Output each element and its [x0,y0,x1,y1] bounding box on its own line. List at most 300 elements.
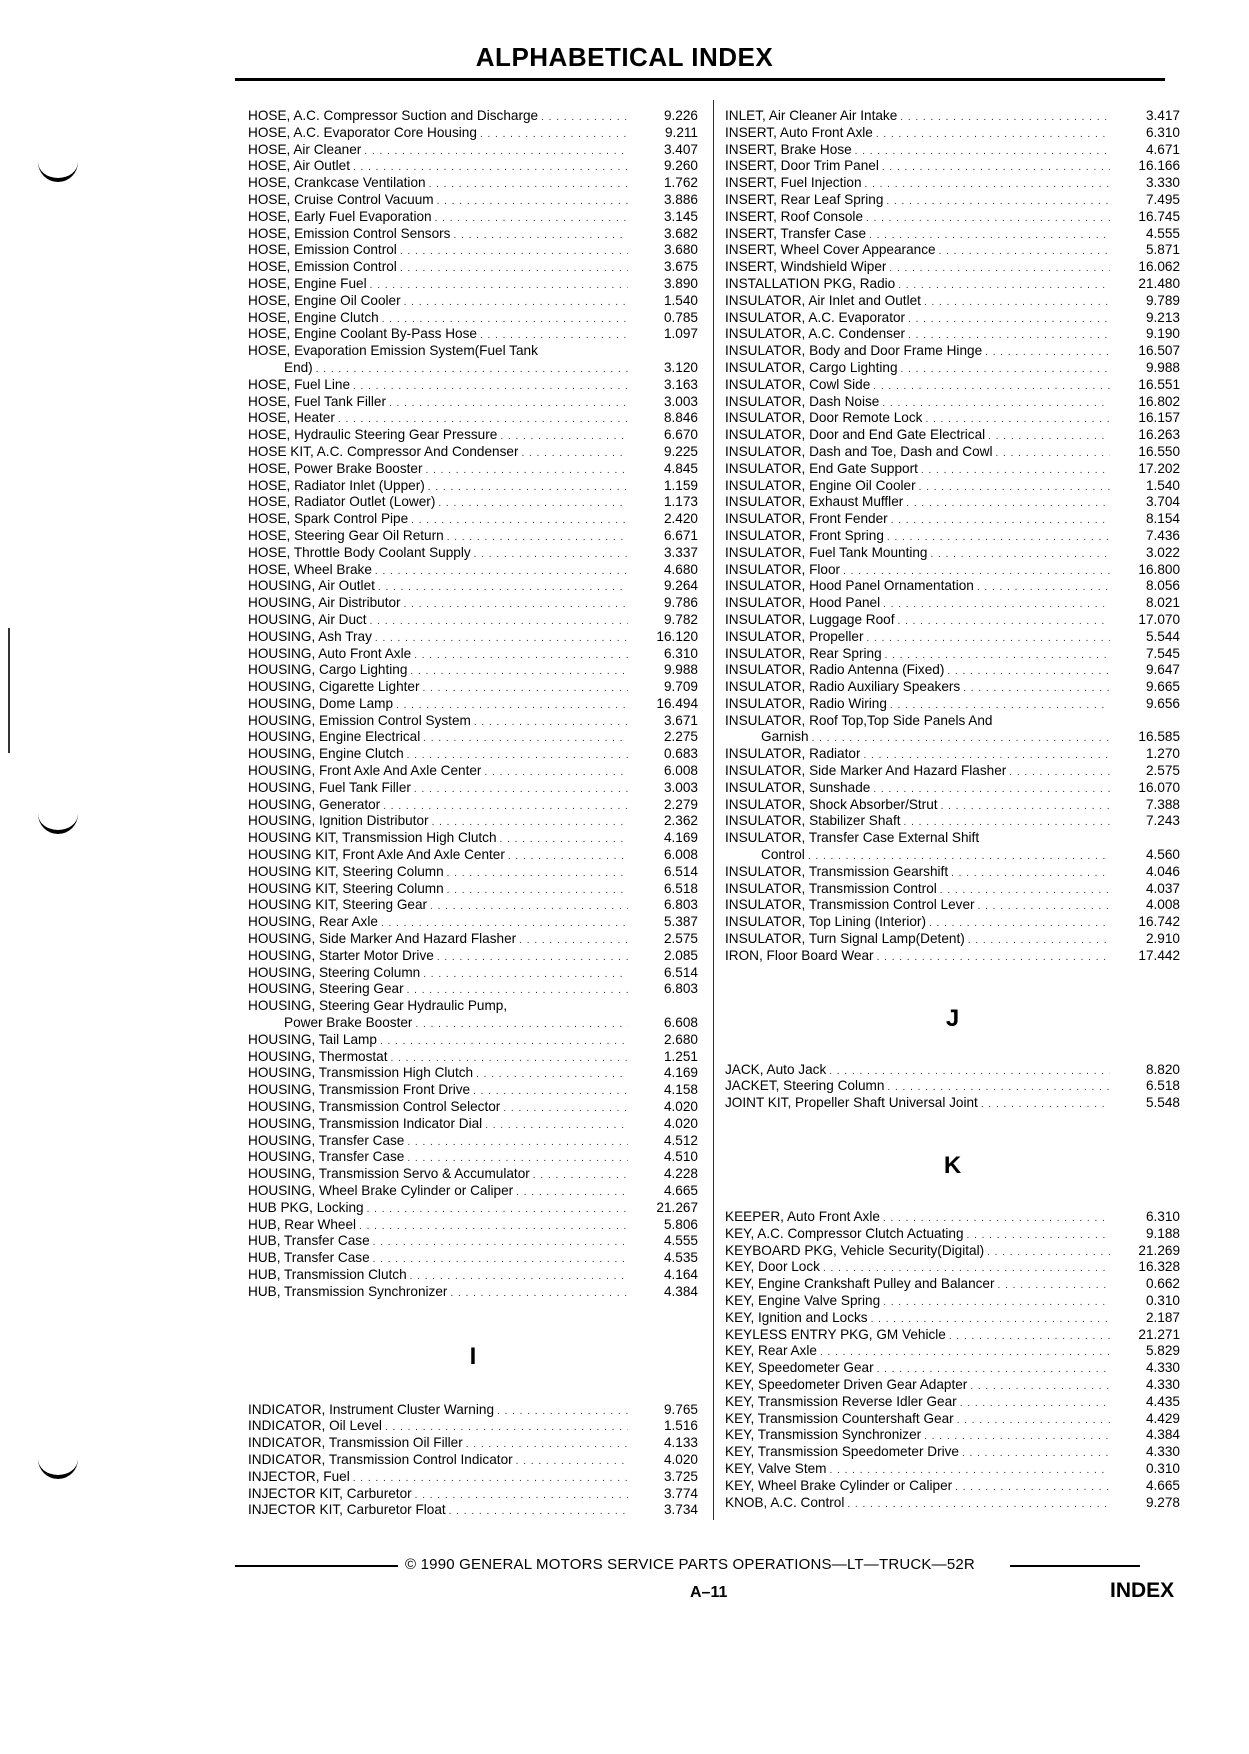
index-entry [248,175,698,192]
entry-label: HOSE, Radiator Outlet (Lower) [248,494,436,510]
entry-label: KEY, Door Lock [725,1259,820,1275]
index-entry [725,226,1180,243]
dot-leader [865,175,1110,192]
entry-label: KEYBOARD PKG, Vehicle Security(Digital) [725,1242,985,1258]
entry-page-ref: 3.145 [663,208,698,224]
entry-label: INSULATOR, Front Fender [725,511,888,527]
dot-leader [400,242,628,259]
dot-leader [375,629,628,646]
index-entry [248,797,698,814]
index-entry [248,1149,698,1166]
entry-label: HOUSING, Front Axle And Axle Center [248,763,482,779]
entry-page-ref: 4.512 [663,1132,698,1148]
entry-label: INDICATOR, Transmission Oil Filler [248,1435,463,1451]
entry-label: HOUSING, Steering Column [248,964,421,980]
entry-label: HUB, Transfer Case [248,1250,370,1266]
entry-page-ref: 1.159 [663,477,698,493]
index-entry [725,444,1180,461]
entry-label: HOUSING, Cargo Lighting [248,662,408,678]
entry-page-ref: 8.846 [663,410,698,426]
entry-page-ref: 17.070 [1138,611,1180,627]
entry-page-ref: 2.275 [663,729,698,745]
index-entry [725,394,1180,411]
entry-label: KEY, Transmission Speedometer Drive [725,1444,959,1460]
index-entry [725,1209,1180,1226]
dot-leader [484,763,628,780]
entry-page-ref: 2.910 [1145,931,1180,947]
dot-leader [447,864,628,881]
dot-leader [904,813,1110,830]
entry-label: KEY, Speedometer Gear [725,1360,874,1376]
entry-page-ref: 6.310 [1145,1209,1180,1225]
entry-page-ref: 8.820 [1145,1061,1180,1077]
index-entry [725,310,1180,327]
dot-leader [847,1495,1110,1512]
section-letter: I [469,1342,477,1370]
entry-label: HUB PKG, Locking [248,1199,364,1215]
index-entry [248,948,698,965]
entry-page-ref: 4.560 [1145,847,1180,863]
dot-leader [353,1469,628,1486]
entry-page-ref: 1.097 [663,326,698,342]
entry-page-ref: 6.518 [1145,1078,1180,1094]
entry-label: Power Brake Booster [284,1015,413,1031]
entry-label: HOSE, Throttle Body Coolant Supply [248,544,471,560]
entry-page-ref: 3.675 [663,259,698,275]
entry-page-ref: 2.575 [663,931,698,947]
index-entry [725,1078,1180,1095]
entry-label: INSULATOR, Door Remote Lock [725,410,923,426]
index-entry [725,629,1180,646]
entry-label: HOSE, Cruise Control Vacuum [248,191,434,207]
entry-label: HOSE, Evaporation Emission System(Fuel Tank [248,343,538,359]
entry-page-ref: 16.507 [1138,343,1180,359]
entry-page-ref: 9.709 [663,679,698,695]
dot-leader [497,1402,628,1419]
entry-page-ref: 6.518 [663,880,698,896]
entry-page-ref: 4.330 [1145,1377,1180,1392]
dot-leader [873,377,1110,394]
entry-label: HOSE, Power Brake Booster [248,460,423,476]
dot-leader [882,158,1110,175]
index-entry [725,158,1180,175]
entry-page-ref: 6.514 [663,964,698,980]
entry-page-ref: 6.803 [663,981,698,997]
entry-label: INDICATOR, Transmission Control Indicator [248,1451,513,1467]
dot-leader [428,478,628,495]
dot-leader [987,1243,1110,1260]
entry-label: INSULATOR, Transmission Control [725,880,937,896]
entry-label: HOSE, Emission Control [248,259,397,275]
index-entry [248,1200,698,1217]
entry-page-ref: 4.535 [663,1250,698,1266]
entry-label: KNOB, A.C. Control [725,1494,845,1510]
entry-label: HUB, Transfer Case [248,1233,370,1249]
entry-label: HOUSING, Transfer Case [248,1149,405,1165]
dot-leader [396,696,628,713]
entry-page-ref: 9.260 [663,158,698,174]
index-entry [725,494,1180,511]
section-letter: J [945,1004,960,1032]
entry-page-ref: 16.263 [1138,427,1180,443]
index-entry [248,259,698,276]
index-entry [248,595,698,612]
entry-label: INSERT, Roof Console [725,208,864,224]
index-entry [725,662,1180,679]
entry-label: INSULATOR, Fuel Tank Mounting [725,544,928,560]
index-entry [248,444,698,461]
binder-mark [38,158,78,182]
entry-page-ref: 16.157 [1138,410,1180,426]
dot-leader [963,679,1110,696]
dot-leader [407,1149,628,1166]
entry-label: INSERT, Auto Front Axle [725,124,873,140]
index-entry [248,1116,698,1133]
entry-label: INSERT, Door Trim Panel [725,158,879,174]
entry-page-ref: 4.228 [663,1166,698,1182]
entry-label: INSULATOR, Rear Spring [725,645,882,661]
dot-leader [891,511,1110,528]
index-entry [248,1015,698,1032]
index-column-right [725,108,1180,1511]
index-entry [248,394,698,411]
dot-leader [476,1065,628,1082]
dot-leader [1009,763,1110,780]
dot-leader [843,562,1110,579]
index-entry [248,1183,698,1200]
dot-leader [453,226,628,243]
entry-label: INSERT, Rear Leaf Spring [725,191,884,207]
dot-leader [353,158,628,175]
entry-label: INSULATOR, Radio Wiring [725,695,887,711]
entry-label: INSULATOR, Body and Door Frame Hinge [725,343,983,359]
entry-page-ref: 9.988 [1145,359,1180,375]
entry-page-ref: 2.187 [1145,1309,1180,1325]
dot-leader [447,881,628,898]
section-spacer [725,1036,1180,1062]
index-entry [725,511,1180,528]
entry-label: HOUSING, Emission Control System [248,712,471,728]
entry-page-ref: 16.800 [1138,561,1180,577]
dot-leader [957,1411,1110,1428]
footer-rule-left [235,1565,398,1567]
entry-label: INSERT, Windshield Wiper [725,259,887,275]
entry-page-ref: 4.164 [663,1266,698,1282]
entry-page-ref: 4.555 [663,1233,698,1249]
index-entry [725,1327,1180,1344]
entry-page-ref: 3.704 [1145,494,1180,510]
entry-label: HOSE, Engine Coolant By-Pass Hose [248,326,477,342]
dot-leader [353,377,628,394]
entry-label: KEY, Ignition and Locks [725,1309,868,1325]
entry-page-ref: 0.310 [1145,1293,1180,1309]
entry-page-ref: 3.890 [663,275,698,291]
entry-page-ref: 4.680 [663,561,698,577]
entry-label: HOUSING, Fuel Tank Filler [248,779,411,795]
index-entry [248,1284,698,1301]
dot-leader [962,1444,1110,1461]
index-entry [725,528,1180,545]
entry-page-ref: 7.545 [1145,645,1180,661]
entry-page-ref: 1.173 [663,494,698,510]
index-entry [725,1343,1180,1360]
entry-page-ref: 9.656 [1145,695,1180,711]
index-entry [248,1217,698,1234]
entry-label: HOUSING, Transmission Indicator Dial [248,1115,483,1131]
index-entry [248,158,698,175]
dot-leader [338,410,628,427]
index-entry [725,864,1180,881]
entry-page-ref: 1.762 [663,175,698,191]
entry-label: HOSE, Heater [248,410,335,426]
index-entry [725,562,1180,579]
entry-label: HOSE, Steering Gear Oil Return [248,527,444,543]
entry-page-ref: 5.387 [663,914,698,930]
entry-label: HOUSING, Engine Electrical [248,729,421,745]
section-spacer [248,1374,698,1402]
index-entry [248,1049,698,1066]
dot-leader [977,578,1110,595]
index-entry [725,545,1180,562]
entry-label: KEY, Speedometer Driven Gear Adapter [725,1377,968,1392]
entry-page-ref: 3.886 [663,191,698,207]
dot-leader [998,1276,1110,1293]
entry-label: INSULATOR, Transmission Control Lever [725,897,975,913]
entry-page-ref: 0.785 [663,309,698,325]
entry-label: HOUSING, Steering Gear Hydraulic Pump, [248,998,508,1014]
index-entry [725,108,1180,125]
dot-leader [541,108,628,125]
entry-label: HOSE, Emission Control Sensors [248,225,451,241]
entry-page-ref: 4.845 [663,460,698,476]
entry-label: HUB, Transmission Clutch [248,1266,407,1282]
dot-leader [947,662,1110,679]
dot-leader [516,1452,628,1469]
entry-label: HOUSING, Transmission Servo & Accumulator [248,1166,530,1182]
entry-label: HOSE, Fuel Tank Filler [248,393,386,409]
index-entry [725,276,1180,293]
entry-label: HOUSING, Engine Clutch [248,746,404,762]
index-entry [725,410,1180,427]
index-entry [248,1099,698,1116]
entry-label: INSULATOR, Radio Antenna (Fixed) [725,662,945,678]
dot-leader [404,595,628,612]
index-entry [725,1478,1180,1495]
entry-label: KEY, Transmission Reverse Idler Gear [725,1393,957,1409]
dot-leader [855,142,1110,159]
dot-leader [978,897,1110,914]
entry-page-ref: 6.670 [663,427,698,443]
dot-leader [830,1461,1110,1478]
index-entry [248,981,698,998]
dot-leader [940,881,1110,898]
dot-leader [414,646,628,663]
entry-label: INSERT, Brake Hose [725,141,852,157]
entry-page-ref: 21.269 [1138,1242,1180,1258]
entry-label: INSULATOR, Side Marker And Hazard Flasher [725,763,1007,779]
entry-page-ref: 7.243 [1145,813,1180,829]
entry-page-ref: 9.278 [1145,1494,1180,1510]
dot-leader [437,192,628,209]
entry-page-ref: 4.665 [1145,1477,1180,1493]
entry-page-ref: 3.003 [663,393,698,409]
entry-page-ref: 4.046 [1145,863,1180,879]
dot-leader [423,965,628,982]
entry-page-ref: 4.008 [1145,897,1180,913]
section-spacer [725,1183,1180,1209]
dot-leader [430,897,628,914]
index-entry [248,914,698,931]
entry-page-ref: 16.166 [1138,158,1180,174]
index-entry [248,427,698,444]
entry-page-ref: 7.495 [1145,191,1180,207]
entry-page-ref: 0.683 [663,746,698,762]
index-entry [248,1267,698,1284]
index-entry [248,276,698,293]
index-entry [725,813,1180,830]
entry-page-ref: 16.328 [1138,1259,1180,1275]
entry-label: INSULATOR, Cowl Side [725,376,871,392]
entry-page-ref: 4.384 [663,1283,698,1299]
dot-leader [423,679,629,696]
entry-label: HOUSING, Transmission High Clutch [248,1065,474,1081]
entry-label: INJECTOR KIT, Carburetor [248,1485,412,1501]
dot-leader [480,326,628,343]
index-entry [725,931,1180,948]
dot-leader [380,1032,628,1049]
dot-leader [415,1015,628,1032]
dot-leader [449,1502,628,1519]
entry-label: INDICATOR, Instrument Cluster Warning [248,1401,495,1417]
dot-leader [908,326,1110,343]
dot-leader [437,948,628,965]
entry-page-ref: 4.169 [663,1065,698,1081]
entry-label: INSERT, Fuel Injection [725,175,862,191]
dot-leader [890,696,1110,713]
entry-page-ref: 7.436 [1145,527,1180,543]
entry-label: HOUSING, Air Duct [248,611,367,627]
dot-leader [820,1343,1110,1360]
index-entry [248,881,698,898]
copyright-notice: © 1990 GENERAL MOTORS SERVICE PARTS OPERATIONS—LT—TRUCK—52R [405,1556,975,1573]
index-entry [725,763,1180,780]
entry-label: JOINT KIT, Propeller Shaft Universal Joint [725,1095,978,1111]
dot-leader [423,729,628,746]
index-entry [725,1360,1180,1377]
entry-label: KEY, Transmission Countershaft Gear [725,1410,954,1426]
entry-page-ref: 16.745 [1138,208,1180,224]
dot-leader [939,242,1110,259]
entry-page-ref: 2.420 [663,511,698,527]
dot-leader [924,293,1110,310]
entry-page-ref: 3.337 [663,544,698,560]
dot-leader [382,310,628,327]
index-entry [725,713,1180,730]
entry-page-ref: 16.120 [656,628,698,644]
index-entry [248,662,698,679]
entry-page-ref: 3.022 [1145,544,1180,560]
index-entry [725,360,1180,377]
index-entry [725,1226,1180,1243]
entry-label: INSULATOR, Radio Auxiliary Speakers [725,679,961,695]
entry-label: HOSE, Engine Oil Cooler [248,292,401,308]
index-entry [248,729,698,746]
dot-leader [925,410,1110,427]
index-entry [248,494,698,511]
dot-leader [474,545,628,562]
entry-page-ref: 1.270 [1145,746,1180,762]
entry-page-ref: 9.782 [663,611,698,627]
entry-page-ref: 4.330 [1145,1360,1180,1376]
entry-page-ref: 9.190 [1145,326,1180,342]
entry-label: INSULATOR, Air Inlet and Outlet [725,292,921,308]
entry-page-ref: 3.725 [663,1468,698,1484]
entry-page-ref: 1.251 [663,1048,698,1064]
index-entry [248,108,698,125]
entry-page-ref: 4.020 [663,1099,698,1115]
entry-label: INSULATOR, Hood Panel [725,595,881,611]
entry-page-ref: 4.330 [1145,1444,1180,1460]
index-entry [248,679,698,696]
entry-label: JACKET, Steering Column [725,1078,885,1094]
dot-leader [375,562,628,579]
entry-page-ref: 3.774 [663,1485,698,1501]
entry-label: HOUSING, Cigarette Lighter [248,679,420,695]
entry-page-ref: 16.551 [1138,376,1180,392]
dot-leader [981,1095,1110,1112]
index-entry [725,696,1180,713]
dot-leader [960,1394,1110,1411]
entry-page-ref: 16.494 [656,695,698,711]
index-entry [725,427,1180,444]
entry-page-ref: 1.516 [663,1418,698,1434]
dot-leader [863,746,1110,763]
entry-label: INSULATOR, Hood Panel Ornamentation [725,578,974,594]
entry-page-ref: 9.213 [1145,309,1180,325]
dot-leader [921,461,1110,478]
index-entry [248,142,698,159]
entry-label: INSERT, Wheel Cover Appearance [725,242,936,258]
index-entry [248,562,698,579]
entry-page-ref: 5.829 [1145,1343,1180,1359]
entry-page-ref: 1.540 [663,292,698,308]
index-entry [248,461,698,478]
dot-leader [359,1217,628,1234]
dot-leader [429,175,628,192]
dot-leader [919,478,1110,495]
index-entry [725,1062,1180,1079]
entry-page-ref: 3.163 [663,376,698,392]
entry-label: KEY, Valve Stem [725,1460,827,1476]
index-entry [248,864,698,881]
dot-leader [906,494,1110,511]
entry-page-ref: 6.310 [1145,124,1180,140]
dot-leader [383,797,628,814]
entry-label: HOUSING, Tail Lamp [248,1031,377,1047]
index-entry [248,813,698,830]
dot-leader [435,209,628,226]
entry-page-ref: 8.154 [1145,511,1180,527]
index-entry [248,528,698,545]
index-entry [248,511,698,528]
entry-label: HOSE, Radiator Inlet (Upper) [248,477,425,493]
entry-page-ref: 6.310 [663,645,698,661]
entry-label: HOSE, Fuel Line [248,376,350,392]
dot-leader [871,1310,1110,1327]
entry-label: INJECTOR KIT, Carburetor Float [248,1502,446,1518]
dot-leader [500,830,628,847]
entry-label: INSULATOR, Engine Oil Cooler [725,477,916,493]
